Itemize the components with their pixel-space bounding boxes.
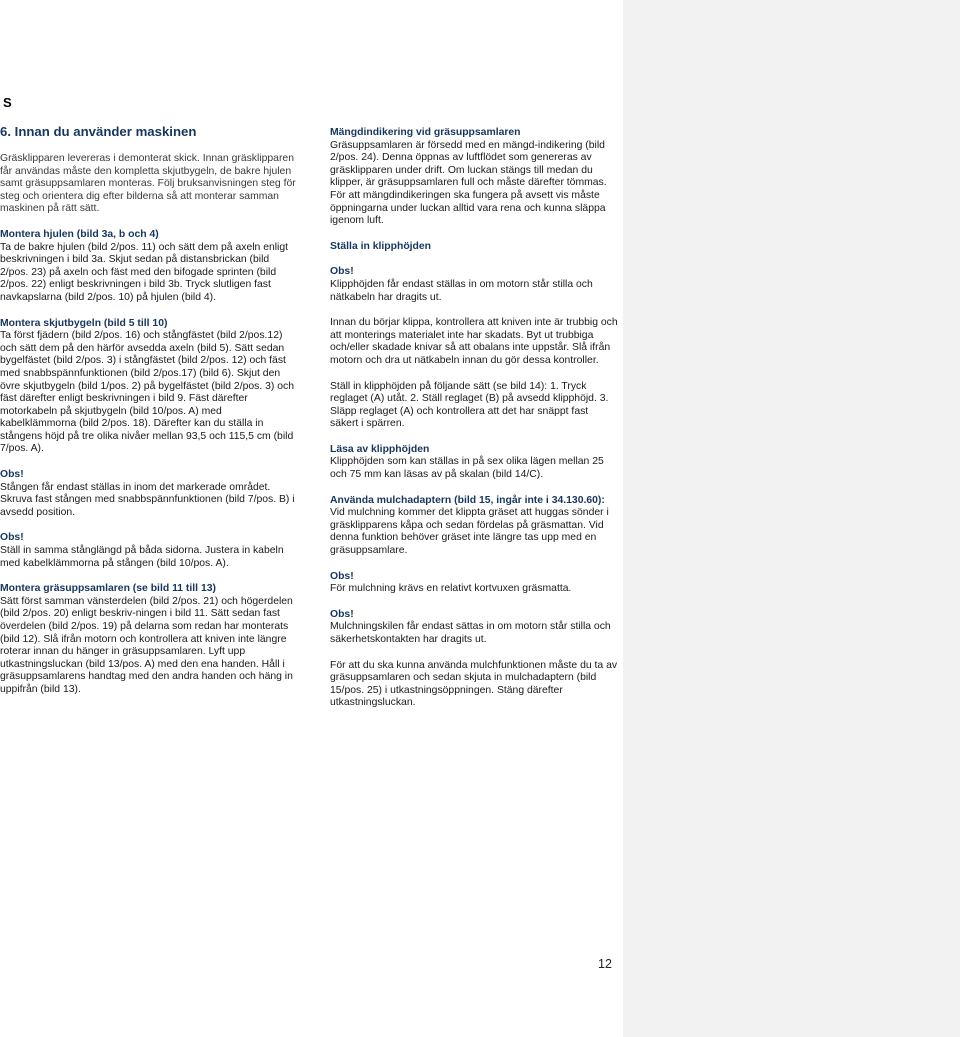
paragraph-text: Innan du börjar klippa, kontrollera att kniven inte är trubbig och att monterings materialet inte har skadats. Byt ut trubbiga och/eller skadade knivar så att obalans inte uppstår. Slå ifrån motorn och dra ut nätkabeln innan du gör dessa kontroller. — [330, 317, 618, 366]
paragraph-text: Ställ in klipphöjden på följande sätt (se bild 14): 1. Tryck reglaget (A) utåt. 2. Ställ reglaget (B) på avsedd klipphöjd. 3. Släpp reglaget (A) och kontrollera att det har snäppt fast säkert i spärren. — [330, 380, 609, 430]
paragraph-heading: Obs! — [0, 469, 24, 481]
paragraph-block — [330, 317, 618, 367]
paragraph-block — [330, 660, 618, 710]
paragraph-block — [0, 229, 300, 305]
paragraph-text: Stången får endast ställas in inom det markerade området. Skruva fast stången med snabbspännfunktionen (bild 7/pos. B) i avsedd position. — [0, 481, 295, 518]
paragraph-text: Klipphöjden som kan ställas in på sex olika lägen mellan 25 och 75 mm kan läsas av på skalan (bild 14/C). — [330, 456, 604, 481]
paragraph-heading: Montera gräsuppsamlaren (se bild 11 till 13) — [0, 583, 216, 595]
paragraph-heading: Montera hjulen (bild 3a, b och 4) — [0, 228, 159, 240]
paragraph-text: För mulchning krävs en relativt kortvuxen gräsmatta. — [330, 583, 572, 595]
paragraph-text: Ställ in samma stånglängd på båda sidorna. Justera in kabeln med kabelklämmorna på stången (bild 10/pos. A). — [0, 545, 284, 569]
paragraph-block — [330, 571, 618, 596]
paragraph-block — [330, 266, 618, 304]
right-margin-panel — [623, 0, 960, 1037]
paragraph-block — [0, 469, 300, 519]
paragraph-heading: Ställa in klipphöjden — [330, 240, 432, 252]
paragraph-text: Klipphöjden får endast ställas in om motorn står stilla och nätkabeln har dragits ut. — [330, 278, 593, 303]
paragraph-heading: Obs! — [0, 532, 24, 544]
paragraph-heading: Montera skjutbygeln (bild 5 till 10) — [0, 317, 168, 329]
paragraph-heading: Obs! — [330, 266, 354, 278]
paragraph-text: Gräsuppsamlaren är försedd med en mängd-indikering (bild 2/pos. 24). Denna öppnas av luftflödet som genereras av gräsklipparen under drift. Om luckan stängs till medan du klipper, är gräsuppsamlaren full och måste därefter tömmas. För att mängdindikeringen ska fungera på avsett vis måste öppningarna under luckan alltid vara rena och kunna släppa igenom luft. — [330, 139, 607, 227]
paragraph-block — [0, 318, 300, 457]
paragraph-text: Gräsklipparen levereras i demonterat skick. Innan gräsklipparen får användas måste den kompletta skjutbygeln, de bakre hjulen samt gräsuppsamlaren monteras. Följ bruksanvisningen steg för steg och orientera dig efter bilderna så att monterar samman maskinen på rätt sätt. — [0, 153, 296, 215]
paragraph-block — [330, 127, 618, 228]
paragraph-heading: Obs! — [330, 570, 354, 582]
paragraph-heading: Använda mulchadaptern (bild 15, ingår inte i 34.130.60): — [330, 494, 605, 506]
paragraph-heading: Obs! — [330, 608, 354, 620]
paragraph-text: Ta de bakre hjulen (bild 2/pos. 11) och sätt dem på axeln enligt beskrivningen i bild 3a. Skjut sedan på distansbrickan (bild 2/pos. 23) på axeln och fäst med den bifogade sprinten (bild 2/pos. 22) enligt beskrivningen i bild 3b. Tryck slutligen fast navkapslarna (bild 2/pos. 10) på hjulen (bild 4). — [0, 241, 289, 303]
left-column — [0, 124, 300, 710]
paragraph-block — [330, 495, 618, 558]
paragraph-text: Mulchningskilen får endast sättas in om motorn står stilla och säkerhetskontakten har dragits ut. — [330, 621, 611, 645]
paragraph-heading: Läsa av klipphöjden — [330, 443, 430, 455]
left-blocks — [0, 153, 300, 697]
right-blocks — [330, 127, 618, 710]
right-column — [330, 127, 618, 723]
paragraph-text: För att du ska kunna använda mulchfunktionen måste du ta av gräsuppsamlaren och sedan skjuta in mulchadaptern (bild 15/pos. 25) i utkastningsöppningen. Stäng därefter utkastningsluckan. — [330, 659, 618, 709]
paragraph-block — [330, 609, 618, 647]
paragraph-block — [330, 444, 618, 482]
page-number: 12 — [598, 957, 612, 971]
header-letter: S — [3, 95, 12, 110]
paragraph-block — [330, 241, 618, 254]
paragraph-text: Ta först fjädern (bild 2/pos. 16) och stångfästet (bild 2/pos.12) och sätt dem på den härför avsedda axeln (bild 5). Sätt sedan bygelfästet (bild 2/pos. 3) i stångfästet (bild 2/pos. 12) och fäst med snabbspännfunktionen (bild 2/pos.17) (bild 6). Skjut den övre skjutbygeln (bild 1/pos. 2) på bygelfästet (bild 2/pos. 3) och fäst därefter enligt beskrivningen i bild 9. Fäst därefter motorkabeln på skjutbygeln (bild 10/pos. A) med kabelklämmorna (bild 2/pos. 18). Därefter kan du ställa in stångens höjd på tre olika nivåer mellan 93,5 och 115,5 cm (bild 7/pos. A). — [0, 330, 294, 455]
section-title: 6. Innan du använder maskinen — [0, 124, 197, 139]
paragraph-heading: Mängdindikering vid gräsuppsamlaren — [330, 127, 521, 138]
paragraph-block — [0, 532, 300, 570]
paragraph-block — [330, 381, 618, 431]
paragraph-block — [0, 583, 300, 696]
paragraph-block — [0, 153, 300, 216]
paragraph-text: Sätt först samman vänsterdelen (bild 2/pos. 21) och högerdelen (bild 2/pos. 20) enligt beskriv-ningen i bild 11. Sätt sedan fast överdelen (bild 2/pos. 19) på delarna som redan har monterats (bild 12). Slå ifrån motorn och kontrollera att kniven inte längre roterar innan du hänger in gräsuppsamlaren. Lyft upp utkastningsluckan (bild 13/pos. A) med den ena handen. Håll i gräsuppsamlarens handtag med den andra handen och häng in uppifrån (bild 13). — [0, 595, 293, 695]
paragraph-text: Vid mulchning kommer det klippta gräset att huggas sönder i gräsklipparens kåpa och sedan fördelas på gräsmattan. Vid denna funktion behöver gräset inte längre tas upp med en gräsuppsamlare. — [330, 507, 609, 557]
